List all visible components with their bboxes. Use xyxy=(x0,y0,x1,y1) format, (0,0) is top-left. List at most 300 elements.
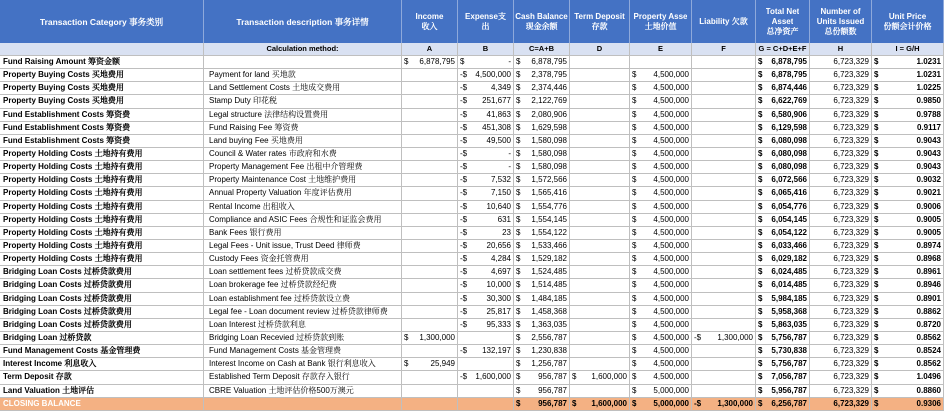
currency-symbol: $ xyxy=(758,385,763,395)
currency-symbol: $ xyxy=(874,240,879,250)
amount-value: 0.8562 xyxy=(916,332,941,342)
property-asset-cell xyxy=(630,109,692,122)
table-row xyxy=(0,371,944,384)
liability-cell xyxy=(692,358,756,371)
cash-balance-cell xyxy=(514,148,570,161)
amount-value: 1,533,466 xyxy=(531,240,567,250)
formula-total-net-asset: G = C+D+E+F xyxy=(756,43,810,56)
liability-cell xyxy=(692,174,756,187)
amount-value: 4,500,000 xyxy=(653,293,689,303)
amount-value: 0.9043 xyxy=(916,162,941,172)
income-cell xyxy=(402,358,458,371)
amount-value: 4,500,000 xyxy=(653,109,689,119)
income-cell xyxy=(402,345,458,358)
currency-symbol: $ xyxy=(632,214,637,224)
currency-symbol: $ xyxy=(874,57,879,66)
term-deposit-cell xyxy=(570,306,630,319)
header-label-line: Cash Balance xyxy=(515,11,568,21)
total-net-asset-cell xyxy=(756,319,810,332)
header-total-net-asset xyxy=(756,0,810,43)
description-cell xyxy=(204,398,402,411)
amount-value: 0.8974 xyxy=(916,240,941,250)
liability-cell xyxy=(692,56,756,69)
description-cell: Annual Property Valuation 年度评估费用 xyxy=(204,187,402,200)
amount-value: 4,500,000 xyxy=(653,359,689,369)
income-cell xyxy=(402,56,458,69)
currency-symbol: $ xyxy=(758,96,763,106)
description-cell xyxy=(204,56,402,69)
currency-symbol: $ xyxy=(516,175,521,185)
currency-symbol: $ xyxy=(758,214,763,224)
category-cell: Bridging Loan Costs 过桥贷款费用 xyxy=(0,293,204,306)
cash-balance-cell xyxy=(514,398,570,411)
expense-cell xyxy=(458,345,514,358)
amount-value: 4,284 xyxy=(490,254,511,264)
currency-symbol: $ xyxy=(632,201,637,211)
income-cell xyxy=(402,332,458,345)
currency-symbol: $ xyxy=(758,175,763,185)
currency-symbol: $ xyxy=(632,385,637,395)
amount-value: 1,580,098 xyxy=(531,162,567,172)
units-issued-cell: 6,723,329 xyxy=(810,240,872,253)
property-asset-cell xyxy=(630,385,692,398)
amount-value: 4,500,000 xyxy=(653,240,689,250)
liability-cell xyxy=(692,332,756,345)
amount-value: 4,500,000 xyxy=(653,201,689,211)
table-row xyxy=(0,69,944,82)
total-net-asset-cell xyxy=(756,385,810,398)
amount-value: 1,363,035 xyxy=(531,319,567,329)
currency-symbol: $ xyxy=(632,162,637,172)
amount-value: 10,000 xyxy=(486,280,511,290)
currency-symbol: $ xyxy=(758,57,763,66)
income-cell xyxy=(402,109,458,122)
income-cell xyxy=(402,161,458,174)
cash-balance-cell xyxy=(514,187,570,200)
table-row xyxy=(0,253,944,266)
income-cell xyxy=(402,201,458,214)
unit-price-cell xyxy=(872,109,944,122)
currency-symbol: $ xyxy=(404,57,409,66)
amount-value: 0.9021 xyxy=(916,188,941,198)
description-cell: Legal Fees - Unit issue, Trust Deed 律师费 xyxy=(204,240,402,253)
description-cell: Loan brokerage fee 过桥贷款经纪费 xyxy=(204,279,402,292)
amount-value: 4,500,000 xyxy=(653,148,689,158)
amount-value: - xyxy=(508,57,511,66)
expense-cell xyxy=(458,122,514,135)
currency-symbol: $ xyxy=(874,306,879,316)
currency-symbol: -$ xyxy=(460,306,468,316)
currency-symbol: $ xyxy=(632,188,637,198)
amount-value: 23 xyxy=(502,227,511,237)
currency-symbol: $ xyxy=(516,214,521,224)
expense-cell xyxy=(458,266,514,279)
amount-value: 251,677 xyxy=(482,96,511,106)
units-issued-cell: 6,723,329 xyxy=(810,148,872,161)
currency-symbol: $ xyxy=(874,398,879,408)
total-net-asset-cell xyxy=(756,227,810,240)
currency-symbol: $ xyxy=(758,240,763,250)
currency-symbol: $ xyxy=(874,359,879,369)
currency-symbol: -$ xyxy=(460,188,468,198)
description-cell: Loan settlement fees 过桥贷款成交费 xyxy=(204,266,402,279)
amount-value: 4,349 xyxy=(490,83,511,93)
unit-price-cell xyxy=(872,122,944,135)
amount-value: 5,984,185 xyxy=(771,293,807,303)
table-row xyxy=(0,109,944,122)
currency-symbol: $ xyxy=(516,135,521,145)
term-deposit-cell xyxy=(570,332,630,345)
unit-price-cell xyxy=(872,135,944,148)
currency-symbol: $ xyxy=(632,319,637,329)
category-cell: Property Holding Costs 土地持有费用 xyxy=(0,148,204,161)
income-cell xyxy=(402,293,458,306)
term-deposit-cell xyxy=(570,148,630,161)
currency-symbol: $ xyxy=(632,267,637,277)
unit-price-cell xyxy=(872,253,944,266)
cash-balance-cell xyxy=(514,214,570,227)
amount-value: 6,054,122 xyxy=(771,227,807,237)
currency-symbol: $ xyxy=(874,201,879,211)
income-cell xyxy=(402,279,458,292)
category-cell: Bridging Loan Costs 过桥贷款费用 xyxy=(0,279,204,292)
header-label-line: 出 xyxy=(481,21,490,31)
term-deposit-cell xyxy=(570,345,630,358)
currency-symbol: -$ xyxy=(694,332,702,342)
cash-balance-cell xyxy=(514,293,570,306)
table-row xyxy=(0,201,944,214)
unit-price-cell xyxy=(872,240,944,253)
unit-price-cell xyxy=(872,69,944,82)
currency-symbol: $ xyxy=(758,148,763,158)
total-net-asset-cell xyxy=(756,161,810,174)
liability-cell xyxy=(692,214,756,227)
term-deposit-cell xyxy=(570,109,630,122)
amount-value: 0.9788 xyxy=(916,109,941,119)
currency-symbol: $ xyxy=(516,306,521,316)
currency-symbol: $ xyxy=(516,109,521,119)
currency-symbol: $ xyxy=(632,227,637,237)
units-issued-cell: 6,723,329 xyxy=(810,358,872,371)
category-cell: Term Deposit 存款 xyxy=(0,371,204,384)
currency-symbol: $ xyxy=(516,201,521,211)
description-cell: Interest Income on Cash at Bank 银行利息收入 xyxy=(204,358,402,371)
header-label-line: 总份额数 xyxy=(824,26,857,36)
amount-value: 0.9043 xyxy=(916,148,941,158)
header-label-line: 土地价值 xyxy=(644,21,677,31)
expense-cell xyxy=(458,293,514,306)
currency-symbol: $ xyxy=(874,385,879,395)
table-row xyxy=(0,161,944,174)
currency-symbol: -$ xyxy=(694,398,702,408)
currency-symbol: $ xyxy=(516,372,521,382)
unit-price-cell xyxy=(872,345,944,358)
total-net-asset-cell xyxy=(756,69,810,82)
table-row xyxy=(0,56,944,69)
description-cell: CBRE Valuation 土地评估价格500万澳元 xyxy=(204,385,402,398)
header-label-line: 存款 xyxy=(591,21,608,31)
currency-symbol: $ xyxy=(758,293,763,303)
currency-symbol: $ xyxy=(874,148,879,158)
property-asset-cell xyxy=(630,135,692,148)
header-description xyxy=(204,0,402,43)
header-term-deposit xyxy=(570,0,630,43)
liability-cell xyxy=(692,122,756,135)
header-category xyxy=(0,0,204,43)
header-label-line: Unit Price xyxy=(888,11,927,21)
currency-symbol: $ xyxy=(632,122,637,132)
category-cell: Property Buying Costs 买地费用 xyxy=(0,82,204,95)
currency-symbol: -$ xyxy=(460,214,468,224)
total-net-asset-cell xyxy=(756,214,810,227)
category-cell: Property Holding Costs 土地持有费用 xyxy=(0,253,204,266)
property-asset-cell xyxy=(630,371,692,384)
cash-balance-cell xyxy=(514,69,570,82)
amount-value: 30,300 xyxy=(486,293,511,303)
currency-symbol: $ xyxy=(758,306,763,316)
amount-value: 4,500,000 xyxy=(653,346,689,356)
currency-symbol: -$ xyxy=(460,267,468,277)
units-issued-cell: 6,723,329 xyxy=(810,293,872,306)
units-issued-cell: 6,723,329 xyxy=(810,69,872,82)
cash-balance-cell xyxy=(514,279,570,292)
amount-value: 5,756,787 xyxy=(771,332,807,342)
currency-symbol: $ xyxy=(758,70,763,80)
amount-value: 956,787 xyxy=(538,398,567,408)
cash-balance-cell xyxy=(514,240,570,253)
formula-units-issued: H xyxy=(810,43,872,56)
currency-symbol: $ xyxy=(516,319,521,329)
currency-symbol: $ xyxy=(572,372,577,382)
currency-symbol: -$ xyxy=(460,175,468,185)
expense-cell xyxy=(458,201,514,214)
amount-value: 4,500,000 xyxy=(653,372,689,382)
amount-value: 2,556,787 xyxy=(531,332,567,342)
amount-value: 6,878,795 xyxy=(531,57,567,66)
description-cell: Property Management Fee 出租中介管理费 xyxy=(204,161,402,174)
unit-price-cell xyxy=(872,95,944,108)
term-deposit-cell xyxy=(570,279,630,292)
property-asset-cell xyxy=(630,266,692,279)
currency-symbol: $ xyxy=(874,96,879,106)
property-asset-cell xyxy=(630,319,692,332)
income-cell xyxy=(402,306,458,319)
amount-value: 6,054,776 xyxy=(771,201,807,211)
liability-cell xyxy=(692,385,756,398)
description-cell: Council & Water rates 市政府和水费 xyxy=(204,148,402,161)
description-cell: Loan establishment fee 过桥贷款设立费 xyxy=(204,293,402,306)
header-label-line: Income xyxy=(415,11,444,21)
cash-balance-cell xyxy=(514,56,570,69)
expense-cell xyxy=(458,56,514,69)
cash-balance-cell xyxy=(514,82,570,95)
unit-price-cell xyxy=(872,279,944,292)
currency-symbol: $ xyxy=(758,122,763,132)
category-cell: Fund Establishment Costs 筹资费 xyxy=(0,122,204,135)
amount-value: 6,080,098 xyxy=(771,162,807,172)
term-deposit-cell xyxy=(570,95,630,108)
currency-symbol: -$ xyxy=(460,122,468,132)
table-row xyxy=(0,227,944,240)
amount-value: 956,787 xyxy=(538,372,567,382)
description-cell: Fund Management Costs 基金管理费 xyxy=(204,345,402,358)
property-asset-cell xyxy=(630,161,692,174)
cash-balance-cell xyxy=(514,332,570,345)
property-asset-cell xyxy=(630,95,692,108)
units-issued-cell: 6,723,329 xyxy=(810,279,872,292)
amount-value: 1,580,098 xyxy=(531,135,567,145)
expense-cell xyxy=(458,306,514,319)
amount-value: 1,600,000 xyxy=(475,372,511,382)
liability-cell xyxy=(692,227,756,240)
amount-value: 7,532 xyxy=(490,175,511,185)
amount-value: 1,524,485 xyxy=(531,267,567,277)
description-cell: Loan Interest 过桥贷款利息 xyxy=(204,319,402,332)
liability-cell xyxy=(692,135,756,148)
total-net-asset-cell xyxy=(756,293,810,306)
amount-value: 1,580,098 xyxy=(531,148,567,158)
term-deposit-cell xyxy=(570,56,630,69)
currency-symbol: $ xyxy=(758,227,763,237)
table-row xyxy=(0,135,944,148)
category-cell: Fund Raising Amount 筹资金额 xyxy=(0,56,204,69)
currency-symbol: $ xyxy=(632,135,637,145)
amount-value: 0.8968 xyxy=(916,254,941,264)
amount-value: 5,958,368 xyxy=(771,306,807,316)
category-cell: Land Valuation 土地评估 xyxy=(0,385,204,398)
amount-value: 631 xyxy=(497,214,511,224)
amount-value: 0.9043 xyxy=(916,135,941,145)
currency-symbol: -$ xyxy=(460,240,468,250)
amount-value: 49,500 xyxy=(486,135,511,145)
currency-symbol: $ xyxy=(516,346,521,356)
formula-liability: F xyxy=(692,43,756,56)
description-cell: Established Term Deposit 存款存入银行 xyxy=(204,371,402,384)
expense-cell xyxy=(458,135,514,148)
amount-value: 4,500,000 xyxy=(653,162,689,172)
property-asset-cell xyxy=(630,279,692,292)
currency-symbol: $ xyxy=(632,346,637,356)
amount-value: 5,756,787 xyxy=(771,359,807,369)
amount-value: 6,072,566 xyxy=(771,175,807,185)
units-issued-cell: 6,723,329 xyxy=(810,82,872,95)
header-label-line: 收入 xyxy=(421,21,438,31)
currency-symbol: $ xyxy=(758,267,763,277)
units-issued-cell: 6,723,329 xyxy=(810,227,872,240)
description-cell: Fund Raising Fee 筹资费 xyxy=(204,122,402,135)
currency-symbol: $ xyxy=(516,398,521,408)
amount-value: 1,230,838 xyxy=(531,346,567,356)
amount-value: 1,554,776 xyxy=(531,201,567,211)
liability-cell xyxy=(692,82,756,95)
currency-symbol: $ xyxy=(632,240,637,250)
formula-unit-price: I = G/H xyxy=(872,43,944,56)
expense-cell xyxy=(458,385,514,398)
table-row xyxy=(0,345,944,358)
currency-symbol: $ xyxy=(874,280,879,290)
currency-symbol: $ xyxy=(874,293,879,303)
currency-symbol: $ xyxy=(758,398,763,408)
term-deposit-cell xyxy=(570,266,630,279)
income-cell xyxy=(402,95,458,108)
unit-price-cell xyxy=(872,332,944,345)
amount-value: 1,529,182 xyxy=(531,254,567,264)
unit-price-cell xyxy=(872,187,944,200)
expense-cell xyxy=(458,82,514,95)
liability-cell xyxy=(692,371,756,384)
category-cell: Bridging Loan 过桥贷款 xyxy=(0,332,204,345)
term-deposit-cell xyxy=(570,319,630,332)
amount-value: 1.0231 xyxy=(916,70,941,80)
unit-price-cell xyxy=(872,148,944,161)
amount-value: 4,500,000 xyxy=(653,70,689,80)
total-net-asset-cell xyxy=(756,345,810,358)
units-issued-cell: 6,723,329 xyxy=(810,214,872,227)
currency-symbol: $ xyxy=(758,254,763,264)
currency-symbol: $ xyxy=(758,201,763,211)
amount-value: 0.8961 xyxy=(916,267,941,277)
currency-symbol: $ xyxy=(516,57,521,66)
income-cell xyxy=(402,148,458,161)
amount-value: 6,580,906 xyxy=(771,109,807,119)
term-deposit-cell xyxy=(570,385,630,398)
amount-value: 7,150 xyxy=(490,188,511,198)
cash-balance-cell xyxy=(514,122,570,135)
unit-price-cell xyxy=(872,371,944,384)
amount-value: 0.9850 xyxy=(916,96,941,106)
property-asset-cell xyxy=(630,240,692,253)
category-cell: Property Holding Costs 土地持有费用 xyxy=(0,187,204,200)
liability-cell xyxy=(692,187,756,200)
amount-value: 1,484,185 xyxy=(531,293,567,303)
unit-price-cell xyxy=(872,174,944,187)
currency-symbol: $ xyxy=(404,359,409,369)
formula-income: A xyxy=(402,43,458,56)
header-label-line: Transaction description 事务详情 xyxy=(236,16,369,27)
units-issued-cell: 6,723,329 xyxy=(810,174,872,187)
description-cell: Payment for land 买地款 xyxy=(204,69,402,82)
unit-price-cell xyxy=(872,82,944,95)
currency-symbol: $ xyxy=(874,332,879,342)
cash-balance-cell xyxy=(514,135,570,148)
amount-value: 0.8862 xyxy=(916,306,941,316)
header-expense xyxy=(458,0,514,43)
expense-cell xyxy=(458,227,514,240)
liability-cell xyxy=(692,201,756,214)
amount-value: 0.8524 xyxy=(916,346,941,356)
currency-symbol: $ xyxy=(758,162,763,172)
currency-symbol: $ xyxy=(632,293,637,303)
currency-symbol: -$ xyxy=(460,109,468,119)
formula-description: Calculation method: xyxy=(204,43,402,56)
property-asset-cell xyxy=(630,201,692,214)
category-cell: Fund Management Costs 基金管理费 xyxy=(0,345,204,358)
header-label-line: Transaction Category 事务类别 xyxy=(39,16,164,27)
amount-value: 1,458,368 xyxy=(531,306,567,316)
cash-balance-cell xyxy=(514,266,570,279)
liability-cell xyxy=(692,319,756,332)
currency-symbol: $ xyxy=(758,109,763,119)
currency-symbol: $ xyxy=(632,372,637,382)
calculation-method-row xyxy=(0,43,944,56)
amount-value: 6,065,416 xyxy=(771,188,807,198)
description-cell: Legal structure 法律结构设置费用 xyxy=(204,109,402,122)
amount-value: 5,730,838 xyxy=(771,346,807,356)
unit-price-cell xyxy=(872,398,944,411)
total-net-asset-cell xyxy=(756,135,810,148)
amount-value: 6,080,098 xyxy=(771,135,807,145)
total-net-asset-cell xyxy=(756,56,810,69)
